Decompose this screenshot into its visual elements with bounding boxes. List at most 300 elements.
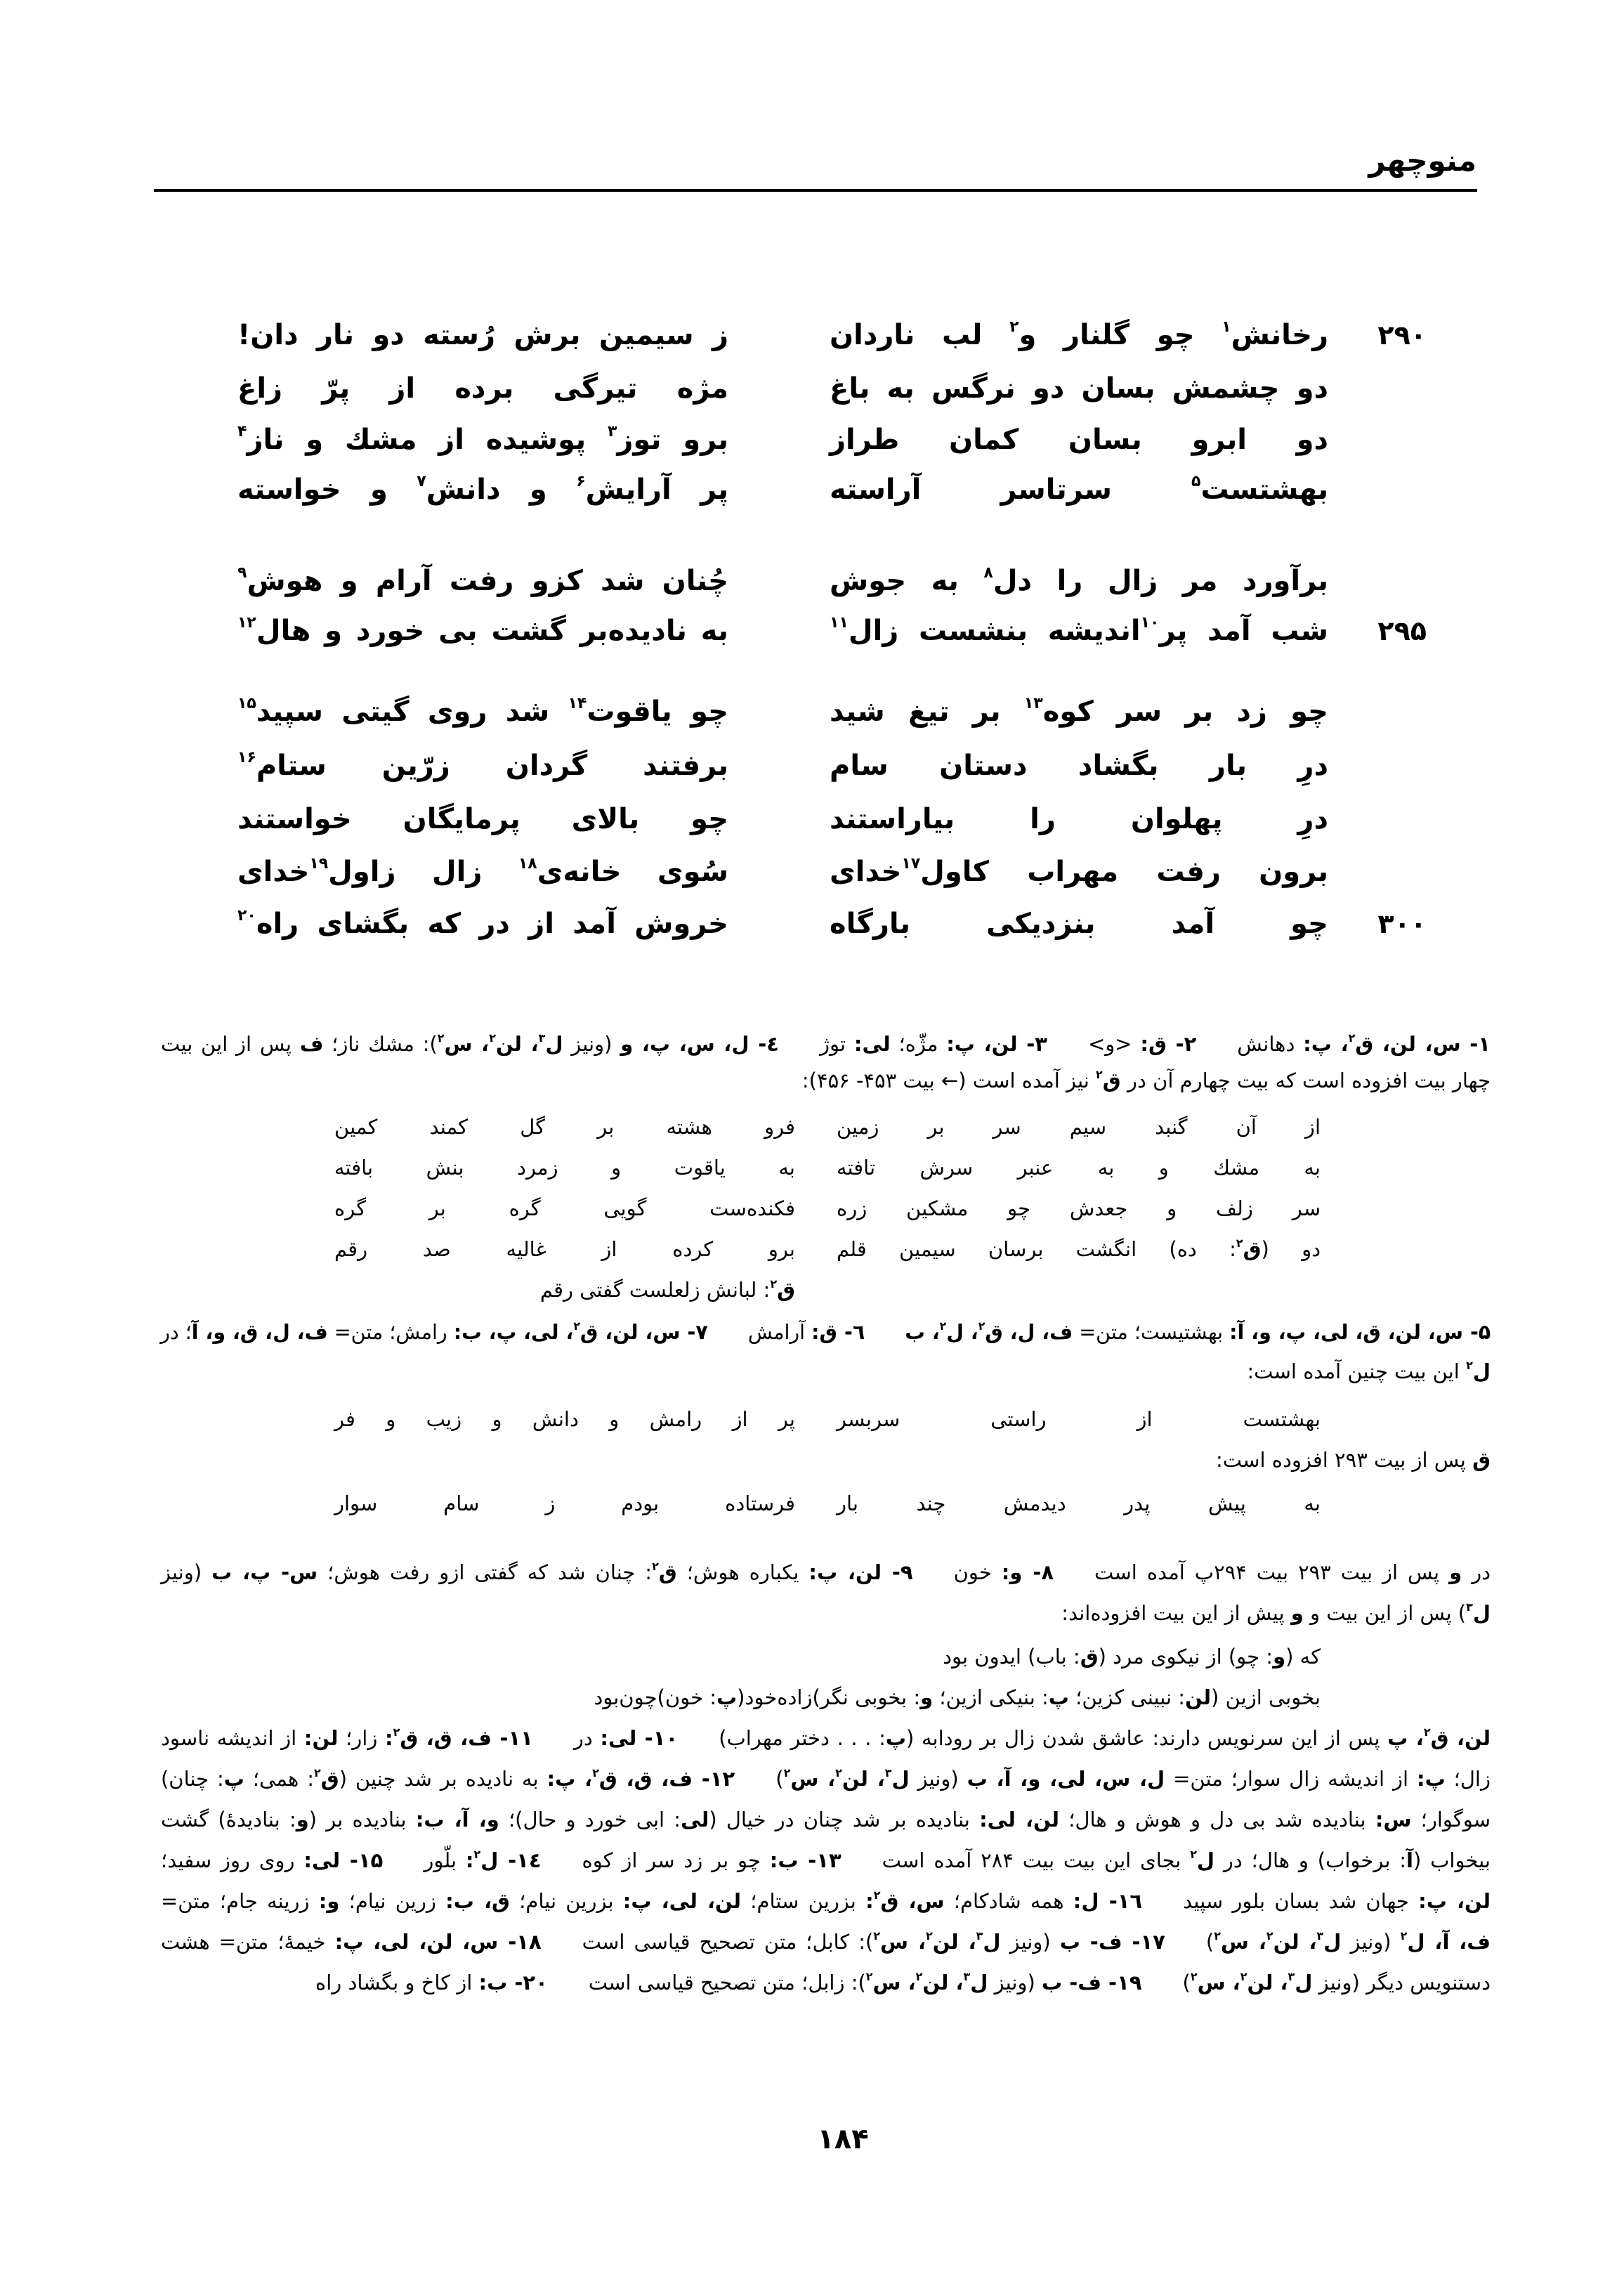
siglum-bold-text: پ [885, 1726, 907, 1750]
hemistich-first [829, 465, 1328, 514]
siglum-bold-text: ف [299, 1032, 324, 1056]
footnote-ref-number: ۲ [314, 1766, 321, 1780]
text-run: بنادیده شد بی دل و هوش و هال؛ [1059, 1808, 1375, 1832]
hemistich-first [829, 415, 1328, 464]
footnote-ref-number: ۲ [978, 1319, 985, 1333]
line-text: دو چشمش بسان دو نرگس به باغ [830, 372, 1328, 405]
text-run: مژّه؛ [890, 1032, 947, 1056]
siglum-bold-text: ۱۲- ف، ق، ق [598, 1767, 735, 1791]
footnote-ref-number: ۲ [1266, 1929, 1273, 1943]
footnote-ref-number: ۲ [939, 1319, 947, 1333]
text-run: ) [1141, 1971, 1191, 1994]
siglum-bold-text: و [1290, 1601, 1304, 1625]
footnote-ref-number: ۲ [873, 1929, 881, 1943]
text-run: : برخواب) و هال؛ در [1214, 1848, 1407, 1872]
hemistich-second [237, 741, 728, 790]
footnote-line [160, 1721, 1491, 1756]
footnote-ref-number: ۱ [1222, 318, 1231, 337]
siglum-bold-text: ، پ [1387, 1726, 1424, 1750]
text-run: : ده) انگشت برسان سیمین قلم [837, 1237, 1236, 1261]
text-run: سُوی خانه‌ی [537, 856, 728, 888]
text-run: دو ( [1261, 1237, 1321, 1261]
text-run: لب ناردان [830, 319, 1010, 351]
siglum-bold-text: لن، پ: [1418, 1889, 1491, 1913]
siglum-bold-text: ف، ل، ق، و، آ [191, 1320, 328, 1344]
footnote-hemistich-second [334, 1486, 795, 1521]
siglum-bold-text: ۱- س، لن، ق [1355, 1032, 1491, 1056]
text-run: : خون)چون‌بود [594, 1685, 717, 1709]
line-text [594, 1680, 1321, 1715]
siglum-bold-text: ۱۹- ف- ب [1042, 1971, 1142, 1994]
siglum-bold-text: ، لن [495, 1032, 539, 1056]
line-text [237, 606, 728, 660]
footnote-ref-number: ۶ [576, 473, 586, 491]
footnote-line [160, 1843, 1491, 1878]
text-run: نیز آمده است (← بیت ۴۵۳- ۴۵۶): [801, 1069, 1096, 1092]
siglum-bold-text: ف، آ، ل [1407, 1930, 1491, 1954]
line-text: به مشك و به عنبر سرش تافته [837, 1156, 1321, 1180]
siglum-bold-text: ، س [444, 1032, 490, 1056]
footnote-ref-number: ۲ [489, 1031, 496, 1045]
line-text [160, 1314, 1491, 1353]
siglum-bold-text: ، پ: [1303, 1032, 1349, 1056]
text-run: اندیشه بنشست زال [848, 615, 1141, 647]
siglum-bold-text: ق [1102, 1069, 1121, 1092]
line-text [540, 1272, 795, 1311]
text-run: بهشتیست؛ متن= [1073, 1320, 1229, 1344]
line-text: بهشتست از راستی سربسر [837, 1407, 1321, 1431]
text-run: به جوش [830, 565, 984, 597]
footnote-ref-number: ۳ [1316, 1929, 1324, 1943]
footnote-ref-number: ۱۰ [1140, 614, 1160, 632]
text-run: پس از بیت ۲۹۳ افزوده است: [1215, 1448, 1473, 1472]
text-run [865, 1320, 905, 1344]
text-run: پیش از این بیت افزوده‌اند: [1061, 1601, 1291, 1625]
siglum-bold-text: ل [1472, 1359, 1491, 1383]
footnote-ref-number: ۳ [976, 1929, 983, 1943]
siglum-bold-text: لن [1185, 1685, 1212, 1709]
footnote-hemistich-first [836, 1402, 1321, 1437]
text-run: و خواسته [237, 474, 417, 506]
siglum-bold-text: و، آ، ب: [415, 1808, 499, 1832]
siglum-bold-text: ، لن [842, 1767, 885, 1791]
verse-number: ۲۹۰ [1377, 320, 1427, 351]
text-run: زال؛ [1445, 1767, 1491, 1791]
footnote-ref-number: ۳ [538, 1031, 546, 1045]
line-text [830, 687, 1328, 741]
footnote-line [160, 1802, 1491, 1837]
siglum-bold-text: لی [681, 1808, 709, 1832]
footnote-ref-number: ۹ [237, 564, 247, 582]
footnote-line [160, 1354, 1491, 1389]
siglum-bold-text: ق [1243, 1237, 1262, 1261]
text-run: : چنان شد که گفتی ازو رفت هوش؛ [317, 1560, 653, 1584]
line-text [237, 465, 728, 519]
siglum-bold-text: و [920, 1685, 934, 1709]
siglum-bold-text: ، س [1197, 1971, 1240, 1994]
line-text [237, 741, 728, 795]
footnote-ref-number: ۳ [963, 1970, 971, 1984]
siglum-bold-text: ۱۰- لی: [600, 1726, 679, 1750]
text-run: زرینه جام؛ متن= [160, 1889, 319, 1913]
text-run: (ونیز [988, 1971, 1042, 1994]
text-run: زرین نیام؛ [339, 1889, 446, 1913]
line-text: فکنده‌ست گویی گره بر گره [334, 1196, 795, 1220]
footnote-hemistich-second [334, 1150, 795, 1185]
siglum-bold-text: ل [983, 1930, 1001, 1954]
line-text: چو آمد بنزدیکی بارگاه [830, 908, 1328, 940]
siglum-bold-text: س: [1375, 1808, 1412, 1832]
siglum-bold-text: ل [1472, 1601, 1491, 1625]
siglum-bold-text: ، ب [905, 1320, 940, 1344]
text-run: و دانش [426, 474, 577, 506]
line-text: به یاقوت و زمرد بنش بافته [334, 1156, 795, 1180]
siglum-bold-text: ۷- س، لن، ق [579, 1320, 708, 1344]
text-run: : لبانش زلعلست گفتی رقم [539, 1278, 771, 1302]
footnote-line [160, 1761, 1491, 1796]
footnote-ref-number: ۱۶ [237, 749, 256, 767]
siglum-bold-text: ، لن [1273, 1930, 1317, 1954]
line-text: ز سیمین برش رُسته دو نار دان! [237, 319, 728, 351]
siglum-bold-text: ، ل [946, 1320, 978, 1344]
line-text [830, 311, 1328, 365]
siglum-bold-text: ، س [880, 1930, 926, 1954]
hemistich-second [237, 415, 728, 464]
siglum-bold-text: لن، لی، پ: [622, 1889, 742, 1913]
text-run: ): مشك ناز؛ [323, 1032, 438, 1056]
footnote-ref-number: ۲ [1214, 1929, 1221, 1943]
text-run: پر آرایش [585, 474, 728, 506]
footnote-hemistich-first [836, 1150, 1321, 1185]
siglum-bold-text: ل [1323, 1930, 1342, 1954]
footnote-ref-number: ۳ [884, 1766, 892, 1780]
text-run: در [1462, 1560, 1491, 1584]
text-run: آرامش [707, 1320, 811, 1344]
siglum-bold-text: ل [1295, 1971, 1313, 1994]
text-run: از اندیشه زال سوار؛ متن= [1165, 1767, 1417, 1791]
text-run: ) [735, 1767, 784, 1791]
footnote-hemistich-second [334, 1232, 795, 1267]
text-run: بلّور [383, 1848, 466, 1872]
text-run: خیمهٔ؛ متن= هشت [160, 1930, 335, 1954]
footnote-variant-line [160, 1680, 1321, 1715]
hemistich-second [237, 311, 728, 360]
footnote-hemistich-second [334, 1109, 795, 1144]
line-text: درِ پهلوان را بیاراستند [830, 803, 1328, 835]
siglum-bold-text: ل، س، لی، و، آ، ب [967, 1767, 1165, 1791]
siglum-bold-text: ل [545, 1032, 563, 1056]
text-run: بخوبی ازین ( [1211, 1685, 1321, 1709]
siglum-bold-text: پ [716, 1685, 738, 1709]
hemistich-second [237, 847, 728, 896]
line-text [237, 899, 728, 953]
siglum-bold-text: پ [1048, 1685, 1069, 1709]
footnote-ref-number: ۴ [237, 423, 247, 441]
text-run: زال زاول [328, 856, 518, 888]
line-text [943, 1639, 1321, 1674]
footnote-ref-number: ۲ [592, 1766, 599, 1780]
verse-number: ۳۰۰ [1377, 908, 1427, 939]
siglum-bold-text: س- پ، ب [211, 1560, 318, 1584]
footnote-ref-number: ۲ [473, 1848, 481, 1862]
text-run: ): زابل؛ متن تصحیح قیاسی است [547, 1971, 866, 1994]
footnote-ref-number: ۲ [770, 1277, 778, 1291]
text-run: این بیت چنین آمده است: [1247, 1359, 1467, 1383]
footnote-ref-number: ۳ [1288, 1970, 1295, 1984]
hemistich-first [829, 687, 1328, 736]
footnote-ref-number: ۲ [835, 1766, 842, 1780]
footnote-ref-number: ۲ [437, 1031, 445, 1045]
siglum-bold-text: ، س [790, 1767, 836, 1791]
siglum-bold-text: ، پ: [546, 1767, 593, 1791]
line-text [237, 687, 728, 741]
text-run: پس از این بیت [160, 1032, 300, 1056]
footnote-ref-number: ۳ [607, 423, 617, 441]
footnote-line [160, 1965, 1491, 2000]
siglum-bold-text: و [1449, 1560, 1462, 1584]
running-head: منوچهر [1368, 143, 1476, 178]
text-run: (ونیز [563, 1032, 621, 1056]
text-run: برفتند گردان زرّین ستام [256, 750, 728, 782]
siglum-bold-text: ۱۵- لی: [303, 1848, 384, 1872]
siglum-bold-text: : [465, 1848, 474, 1872]
line-text [161, 1924, 1491, 1963]
siglum-bold-text: ، س [1220, 1930, 1266, 1954]
line-text [830, 556, 1328, 611]
header-rule [154, 189, 1477, 192]
hemistich-second [237, 687, 728, 736]
siglum-bold-text: ۳- لن، پ: [946, 1032, 1047, 1056]
text-run: در [532, 1726, 601, 1750]
siglum-bold-text: ل [970, 1971, 988, 1994]
siglum-bold-text: ٤- ل، س، پ، و [620, 1032, 779, 1056]
text-run: خروش آمد از در که بگشای راه [256, 908, 728, 940]
hemistich-second [237, 465, 728, 514]
line-text [802, 1063, 1491, 1102]
footnote-line [160, 1063, 1491, 1098]
footnote-ref-number: ۷ [417, 473, 426, 491]
footnote-line [160, 1924, 1491, 1959]
siglum-bold-text: ل [891, 1767, 910, 1791]
text-run: بنادیده بر شد چنان در خیال ( [709, 1808, 980, 1832]
text-run: بر تیغ شید [830, 696, 1024, 728]
siglum-bold-text: : [865, 1889, 874, 1913]
text-run: چهار بیت افزوده است که بیت چهارم آن در [1120, 1069, 1491, 1092]
footnote-ref-number: ۲ [1348, 1031, 1356, 1045]
siglum-bold-text: ۱۱- ف، ق، ق [400, 1726, 533, 1750]
footnote-line [160, 1883, 1491, 1919]
text-run: : همی؛ [244, 1767, 315, 1791]
siglum-bold-text: ۸- و: [1001, 1560, 1054, 1584]
footnote-ref-number: ۱۸ [518, 855, 537, 873]
text-run: از کاخ و بگشاد راه [315, 1971, 479, 1994]
text-run: : بنیکی ازین؛ [933, 1685, 1049, 1709]
siglum-bold-text: ۲- ق: [1140, 1032, 1197, 1056]
text-run: : بنادیدهٔ) گشت [161, 1808, 296, 1832]
siglum-bold-text: و: [318, 1889, 340, 1913]
siglum-bold-text: لی: [853, 1032, 891, 1056]
siglum-bold-text: ق [1472, 1448, 1491, 1472]
footnote-hemistich-first [836, 1486, 1321, 1521]
text-run: برو توز [617, 424, 728, 456]
footnote-hemistich-first [836, 1109, 1321, 1144]
text-run: ): کابل؛ متن تصحیح قیاسی است [541, 1930, 874, 1954]
footnote-ref-number: ۲ [573, 1319, 580, 1333]
siglum-bold-text: ق [658, 1560, 677, 1584]
text-run: خدای [237, 856, 310, 888]
footnote-ref-number: ۲ [1240, 1970, 1248, 1984]
text-run: که ( [1285, 1645, 1321, 1669]
text-run: (ونیز [1000, 1930, 1060, 1954]
footnote-ref-number: ۱۵ [237, 695, 256, 713]
siglum-bold-text: پ [223, 1767, 244, 1791]
siglum-bold-text: ، لن [932, 1930, 976, 1954]
text-run: بیخواب ( [1413, 1848, 1491, 1872]
line-text [161, 1555, 1491, 1593]
line-text [161, 1761, 1491, 1800]
text-run: چو زد بر سر کوه [1042, 696, 1328, 728]
hemistich-first [829, 795, 1328, 844]
text-run: زار؛ [338, 1726, 385, 1750]
footnote-line [160, 1595, 1491, 1631]
text-run: (ونیز [161, 1560, 212, 1584]
text-run: چو بر زد سر از کوه [541, 1848, 770, 1872]
footnote-ref-number: ۲ [1423, 1725, 1431, 1739]
footnote-ref-number: ۱۱ [830, 614, 849, 632]
hemistich-second [237, 899, 728, 948]
text-run: چو یاقوت [587, 696, 728, 728]
siglum-bold-text: ١٤- ل [480, 1848, 542, 1872]
text-run: برون رفت مهراب کاول [920, 856, 1328, 888]
text-run: ؛ در [160, 1320, 192, 1344]
footnote-ref-number: ۱۹ [309, 855, 329, 873]
text-run: بزرین ستام؛ [741, 1889, 866, 1913]
footnote-ref-number: ۵ [1191, 473, 1201, 491]
text-run: خون [912, 1560, 1002, 1584]
footnote-ref-number: ۲۰ [237, 907, 256, 925]
line-text: به پیش پدر دیدمش چند بار [837, 1491, 1321, 1515]
line-text [237, 556, 728, 611]
line-text [237, 415, 728, 469]
line-text [161, 1802, 1491, 1837]
line-text [161, 1883, 1491, 1922]
text-run: : . . . دختر مهراب) [678, 1726, 886, 1750]
hemistich-first [829, 847, 1328, 896]
hemistich-second [237, 556, 728, 606]
text-run: : ابی خورد و حال)؛ [499, 1808, 681, 1832]
line-text: پر از رامش و دانش و زیب و فر [334, 1407, 795, 1431]
text-run: چُنان شد کزو رفت آرام و هوش [247, 565, 728, 597]
line-text [830, 847, 1328, 901]
footnote-line [160, 1314, 1491, 1350]
hemistich-second [237, 364, 728, 413]
text-run: بجای این بیت بیت ۲۸۴ آمده است [841, 1848, 1191, 1872]
hemistich-second [237, 795, 728, 844]
footnote-variant-line [334, 1272, 795, 1307]
text-run: و [1019, 319, 1037, 351]
text-run: روی روز سفید؛ [161, 1848, 304, 1872]
text-run: برآورد مر زال را دل [993, 565, 1328, 597]
text-run: دهانش [1196, 1032, 1304, 1056]
siglum-bold-text: ۱۳- ب: [769, 1848, 842, 1872]
footnote-ref-number: ۱۲ [237, 614, 256, 632]
siglum-bold-text: : [385, 1726, 393, 1750]
line-text: مژه تیرگی برده از پرّ زاغ [237, 372, 728, 405]
line-text [1061, 1595, 1491, 1634]
line-text [837, 1232, 1321, 1270]
siglum-bold-text: ق [320, 1767, 339, 1791]
text-run: به نادیده بر شد چنین ( [339, 1767, 547, 1791]
text-run: پس از این سرنویس دارند: عاشق شدن زال بر رودابه ( [906, 1726, 1388, 1750]
footnote-line [160, 1026, 1491, 1062]
page-number: ۱۸۴ [817, 2123, 869, 2155]
siglum-bold-text: ۹- لن، پ: [808, 1560, 913, 1584]
footnote-ref-number: ۲ [1466, 1359, 1473, 1373]
text-run: از اندیشه ناسود [161, 1726, 304, 1750]
footnote-hemistich-second [334, 1402, 795, 1437]
footnote-ref-number: ۲ [1009, 318, 1019, 337]
line-text: دو ابرو بسان کمان طراز [830, 424, 1328, 456]
footnote-ref-number: ۱۳ [1023, 695, 1043, 713]
footnote-ref-number: ۲ [1400, 1929, 1408, 1943]
text-run: توژ [779, 1032, 854, 1056]
siglum-bold-text: ، س [872, 1971, 916, 1994]
footnote-ref-number: ۲ [915, 1970, 923, 1984]
siglum-bold-text: ف، ل، ق [985, 1320, 1073, 1344]
siglum-bold-text: ۱۸- س، لن، لی، پ: [334, 1930, 542, 1954]
text-run: جهان شد بسان بلور سپید [1142, 1889, 1419, 1913]
line-text [161, 1843, 1491, 1881]
footnote-ref-number: ۲ [1190, 1848, 1197, 1862]
siglum-bold-text: س، ق [880, 1889, 945, 1913]
text-run: به نادیده‌بر گشت بی خورد و هال [256, 615, 728, 647]
text-run: ) پس از این بیت و [1303, 1601, 1467, 1625]
footnote-ref-number: ۱۴ [568, 695, 587, 713]
line-text [237, 847, 728, 901]
siglum-bold-text: لن، لی: [979, 1808, 1059, 1832]
line-text [830, 606, 1328, 660]
line-text: سر زلف و جعدش چو مشکین زره [837, 1196, 1321, 1220]
line-text: چو بالای پرمایگان خواستند [237, 803, 728, 835]
text-run: چو گلنار [1036, 319, 1222, 351]
line-text [1216, 1442, 1491, 1477]
line-text: درِ بار بگشاد دستان سام [830, 750, 1328, 782]
line-text [1247, 1354, 1491, 1392]
siglum-bold-text: آ [1406, 1848, 1413, 1872]
text-run: : نبینی کزین؛ [1068, 1685, 1186, 1709]
line-text [161, 1721, 1491, 1759]
text-run: سرتاسر آراسته [830, 474, 1192, 506]
hemistich-first [829, 364, 1328, 413]
siglum-bold-text: ق، ب: [445, 1889, 510, 1913]
line-text: فرو هشته بر گل کمند کمین [334, 1115, 795, 1139]
siglum-bold-text: ، لن [1247, 1971, 1288, 1994]
text-run: همه شادکام؛ [944, 1889, 1073, 1913]
text-run: : بخوبی نگر)زاده‌خود( [737, 1685, 921, 1709]
text-run: ) [1165, 1930, 1214, 1954]
text-run: شد روی گیتی سپید [256, 696, 568, 728]
footnote-ref-number: ۲ [1190, 1970, 1198, 1984]
text-run: <و> [1047, 1032, 1141, 1056]
siglum-bold-text: ل [1196, 1848, 1215, 1872]
hemistich-first [829, 311, 1328, 360]
text-run: پوشیده از مشك و ناز [247, 424, 608, 456]
footnote-ref-number: ۲ [865, 1970, 873, 1984]
hemistich-first [829, 556, 1328, 606]
line-text: برو کرده از غالیه صد رقم [334, 1237, 795, 1261]
footnote-line [160, 1442, 1491, 1477]
text-run: بهشتست [1200, 474, 1328, 506]
